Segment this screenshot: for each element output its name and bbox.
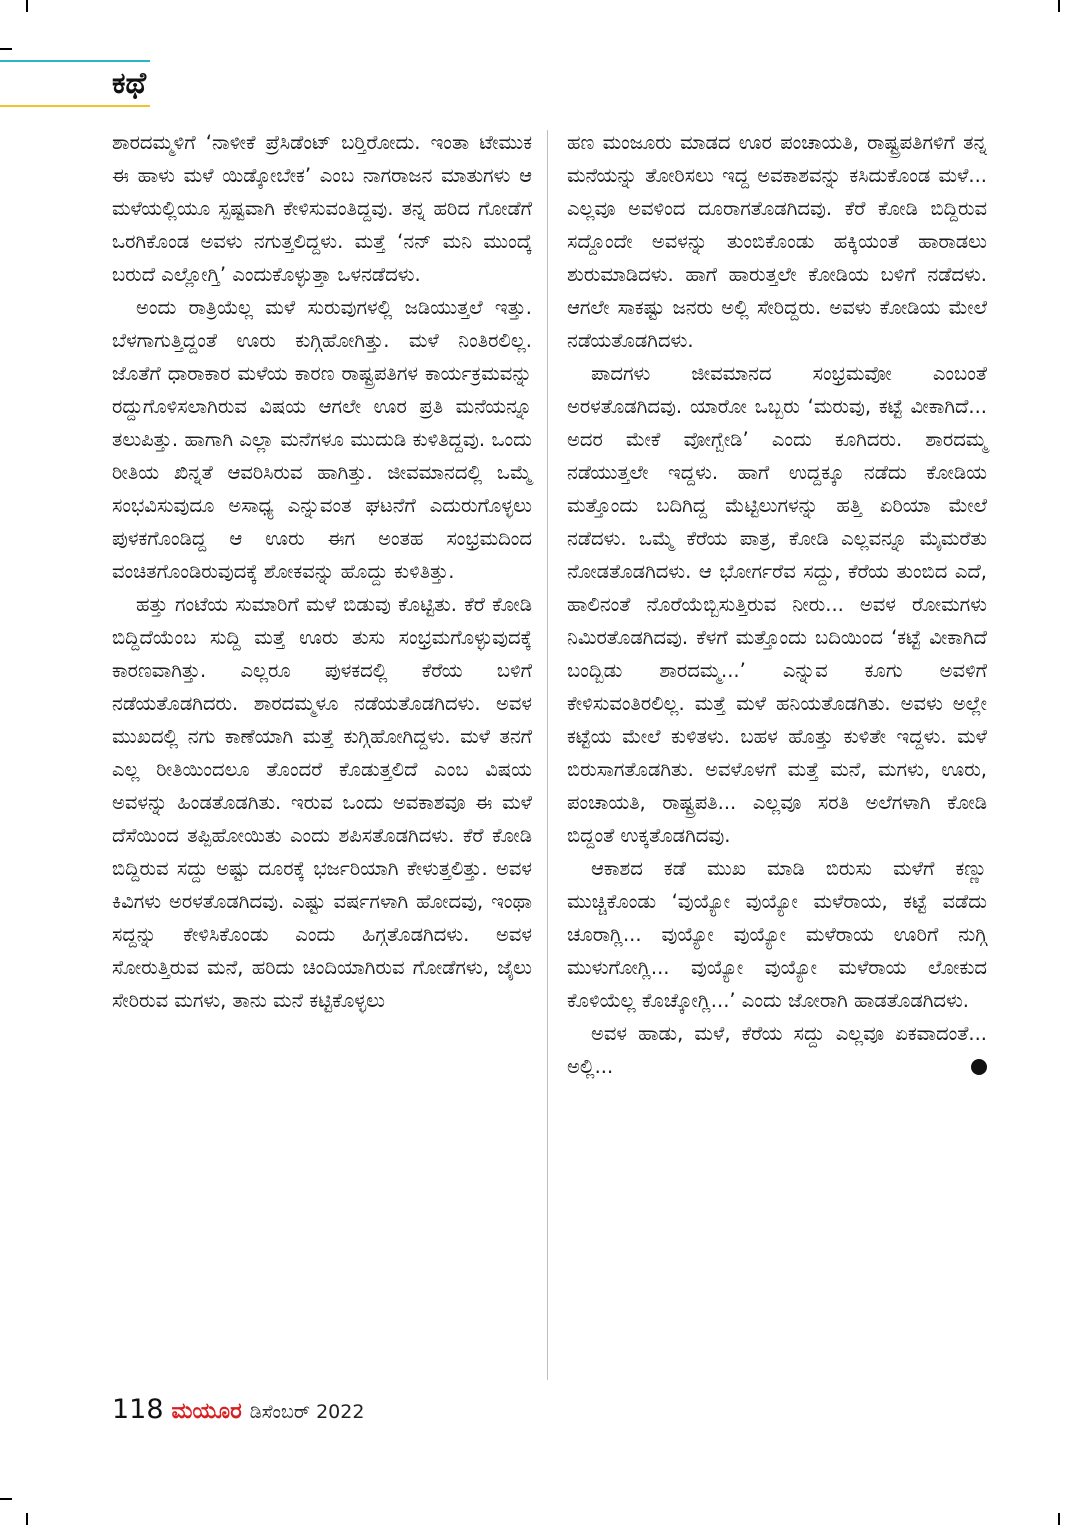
crop-mark: [1058, 0, 1060, 12]
crop-mark: [0, 1498, 12, 1500]
magazine-name: ಮಯೂರ: [171, 1399, 242, 1424]
crop-mark: [1058, 1513, 1060, 1525]
article-column-right: [567, 126, 987, 1083]
page-footer: [112, 1394, 364, 1425]
section-rule-bottom: [0, 105, 150, 107]
issue-date: ಡಿಸೆಂಬರ್ 2022: [249, 1401, 365, 1423]
article-column-left: [112, 126, 532, 1017]
crop-mark: [0, 48, 12, 50]
section-title: ಕಥೆ: [112, 66, 147, 101]
paragraph: ಶಾರದಮ್ಮಳಿಗೆ ‘ನಾಳೀಕೆ ಪ್ರೆಸಿಡೆಂಟ್ ಬರ‍್ತಿರೋದು. ಇಂತಾ ಟೇಮುಕ ಈ ಹಾಳು ಮಳೆ ಯಿಡ್ಕೋಬೇಕ’ ಎಂಬ ನಾಗರಾಜನ ಮಾತುಗಳು ಆ ಮಳೆಯಲ್ಲಿಯೂ ಸ್ಪಷ್ಟವಾಗಿ ಕೇಳಿಸುವಂತಿದ್ದವು. ತನ್ನ ಹರಿದ ಗೋಡೆಗೆ ಒರಗಿಕೊಂಡ ಅವಳು ನಗುತ್ತಲಿದ್ದಳು. ಮತ್ತೆ ‘ನನ್ ಮನಿ ಮುಂದ್ಕೆ ಬರುದೆ ಎಲ್ಲೋಗ್ತಿ’ ಎಂದುಕೊಳ್ಳುತ್ತಾ ಒಳನಡೆದಳು.: [112, 131, 532, 286]
crop-mark: [26, 0, 28, 12]
page-number: 118: [112, 1394, 164, 1425]
end-mark-icon: [971, 1059, 987, 1075]
paragraph: ಹತ್ತು ಗಂಟೆಯ ಸುಮಾರಿಗೆ ಮಳೆ ಬಿಡುವು ಕೊಟ್ಟಿತು. ಕೆರೆ ಕೋಡಿ ಬಿದ್ದಿದೆಯೆಂಬ ಸುದ್ದಿ ಮತ್ತೆ ಊರು ತುಸು ಸಂಭ್ರಮಗೊಳ್ಳುವುದಕ್ಕೆ ಕಾರಣವಾಗಿತ್ತು. ಎಲ್ಲರೂ ಪುಳಕದಲ್ಲಿ ಕೆರೆಯ ಬಳಿಗೆ ನಡೆಯತೊಡಗಿದರು. ಶಾರದಮ್ಮಳೂ ನಡೆಯತೊಡಗಿದಳು. ಅವಳ ಮುಖದಲ್ಲಿ ನಗು ಕಾಣೆಯಾಗಿ ಮತ್ತೆ ಕುಗ್ಗಿಹೋಗಿದ್ದಳು. ಮಳೆ ತನಗೆ ಎಲ್ಲ ರೀತಿಯಿಂದಲೂ ತೊಂದರೆ ಕೊಡುತ್ತಲಿದೆ ಎಂಬ ವಿಷಯ ಅವಳನ್ನು ಹಿಂಡತೊಡಗಿತು. ಇರುವ ಒಂದು ಅವಕಾಶವೂ ಈ ಮಳೆ ದೆಸೆಯಿಂದ ತಪ್ಪಿಹೋಯಿತು ಎಂದು ಶಪಿಸತೊಡಗಿದಳು. ಕೆರೆ ಕೋಡಿ ಬಿದ್ದಿರುವ ಸದ್ದು ಅಷ್ಟು ದೂರಕ್ಕೆ ಭರ್ಜರಿಯಾಗಿ ಕೇಳುತ್ತಲಿತ್ತು. ಅವಳ ಕಿವಿಗಳು ಅರಳತೊಡಗಿದವು. ಎಷ್ಟು ವರ್ಷಗಳಾಗಿ ಹೋದವು, ಇಂಥಾ ಸದ್ದನ್ನು ಕೇಳಿಸಿಕೊಂಡು ಎಂದು ಹಿಗ್ಗತೊಡಗಿದಳು. ಅವಳ ಸೋರುತ್ತಿರುವ ಮನೆ, ಹರಿದು ಚಿಂದಿಯಾಗಿರುವ ಗೋಡೆಗಳು, ಜೈಲು ಸೇರಿರುವ ಮಗಳು, ತಾನು ಮನೆ ಕಟ್ಟಿಕೊಳ್ಳಲು: [112, 593, 532, 1012]
section-rule-top: [0, 60, 150, 62]
crop-mark: [26, 1513, 28, 1525]
paragraph: ಪಾದಗಳು ಜೀವಮಾನದ ಸಂಭ್ರಮವೋ ಎಂಬಂತೆ ಅರಳತೊಡಗಿದವು. ಯಾರೋ ಒಬ್ಬರು ‘ಮರುವು, ಕಟ್ಟೆ ವೀಕಾಗಿದೆ... ಅದರ ಮೇಕೆ ವೋಗ್ಬೇಡಿ’ ಎಂದು ಕೂಗಿದರು. ಶಾರದಮ್ಮ ನಡೆಯುತ್ತಲೇ ಇದ್ದಳು. ಹಾಗೆ ಉದ್ದಕ್ಕೂ ನಡೆದು ಕೋಡಿಯ ಮತ್ತೊಂದು ಬದಿಗಿದ್ದ ಮೆಟ್ಟಿಲುಗಳನ್ನು ಹತ್ತಿ ಏರಿಯಾ ಮೇಲೆ ನಡೆದಳು. ಒಮ್ಮೆ ಕೆರೆಯ ಪಾತ್ರ, ಕೋಡಿ ಎಲ್ಲವನ್ನೂ ಮೈಮರೆತು ನೋಡತೊಡಗಿದಳು. ಆ ಭೋರ್ಗರೆವ ಸದ್ದು, ಕೆರೆಯ ತುಂಬಿದ ಎದೆ, ಹಾಲಿನಂತೆ ನೊರೆಯೆಬ್ಬಿಸುತ್ತಿರುವ ನೀರು... ಅವಳ ರೋಮಗಳು ನಿಮಿರತೊಡಗಿದವು. ಕೆಳಗೆ ಮತ್ತೊಂದು ಬದಿಯಿಂದ ‘ಕಟ್ಟೆ ವೀಕಾಗಿದೆ ಬಂದ್ಬಿಡು ಶಾರದಮ್ಮ...’ ಎನ್ನುವ ಕೂಗು ಅವಳಿಗೆ ಕೇಳಿಸುವಂತಿರಲಿಲ್ಲ. ಮತ್ತೆ ಮಳೆ ಹನಿಯತೊಡಗಿತು. ಅವಳು ಅಲ್ಲೇ ಕಟ್ಟೆಯ ಮೇಲೆ ಕುಳಿತಳು. ಬಹಳ ಹೊತ್ತು ಕುಳಿತೇ ಇದ್ದಳು. ಮಳೆ ಬಿರುಸಾಗತೊಡಗಿತು. ಅವಳೊಳಗೆ ಮತ್ತೆ ಮನೆ, ಮಗಳು, ಊರು, ಪಂಚಾಯತಿ, ರಾಷ್ಟ್ರಪತಿ... ಎಲ್ಲವೂ ಸರತಿ ಅಲೆಗಳಾಗಿ ಕೋಡಿ ಬಿದ್ದಂತೆ ಉಕ್ಕತೊಡಗಿದವು.: [567, 362, 987, 847]
column-divider: [547, 130, 548, 1380]
paragraph-final: [567, 1017, 987, 1083]
paragraph: ಆಕಾಶದ ಕಡೆ ಮುಖ ಮಾಡಿ ಬಿರುಸು ಮಳೆಗೆ ಕಣ್ಣು ಮುಚ್ಚಿಕೊಂಡು ‘ವುಯ್ಯೋ ವುಯ್ಯೋ ಮಳೆರಾಯ, ಕಟ್ಟೆ ವಡೆದು ಚೂರಾಗ್ಲಿ... ವುಯ್ಯೋ ವುಯ್ಯೋ ಮಳೆರಾಯ ಊರಿಗೆ ನುಗ್ಗಿ ಮುಳುಗೋಗ್ಲಿ... ವುಯ್ಯೋ ವುಯ್ಯೋ ಮಳೆರಾಯ ಲೋಕುದ ಕೊಳಿಯೆಲ್ಲ ಕೊಚ್ಕೋಗ್ಲಿ...’ ಎಂದು ಜೋರಾಗಿ ಹಾಡತೊಡಗಿದಳು.: [567, 857, 987, 1012]
paragraph-text: ಅವಳ ಹಾಡು, ಮಳೆ, ಕೆರೆಯ ಸದ್ದು ಎಲ್ಲವೂ ಏಕವಾದಂತೆ... ಅಲ್ಲಿ...: [567, 1022, 987, 1078]
paragraph: ಹಣ ಮಂಜೂರು ಮಾಡದ ಊರ ಪಂಚಾಯತಿ, ರಾಷ್ಟ್ರಪತಿಗಳಿಗೆ ತನ್ನ ಮನೆಯನ್ನು ತೋರಿಸಲು ಇದ್ದ ಅವಕಾಶವನ್ನು ಕಸಿದುಕೊಂಡ ಮಳೆ... ಎಲ್ಲವೂ ಅವಳಿಂದ ದೂರಾಗತೊಡಗಿದವು. ಕೆರೆ ಕೋಡಿ ಬಿದ್ದಿರುವ ಸದ್ದೊಂದೇ ಅವಳನ್ನು ತುಂಬಿಕೊಂಡು ಹಕ್ಕಿಯಂತೆ ಹಾರಾಡಲು ಶುರುಮಾಡಿದಳು. ಹಾಗೆ ಹಾರುತ್ತಲೇ ಕೋಡಿಯ ಬಳಿಗೆ ನಡೆದಳು. ಆಗಲೇ ಸಾಕಷ್ಟು ಜನರು ಅಲ್ಲಿ ಸೇರಿದ್ದರು. ಅವಳು ಕೋಡಿಯ ಮೇಲೆ ನಡೆಯತೊಡಗಿದಳು.: [567, 131, 987, 352]
paragraph: ಅಂದು ರಾತ್ರಿಯೆಲ್ಲ ಮಳೆ ಸುರುವುಗಳಲ್ಲಿ ಜಡಿಯುತ್ತಲೆ ಇತ್ತು. ಬೆಳಗಾಗುತ್ತಿದ್ದಂತೆ ಊರು ಕುಗ್ಗಿಹೋಗಿತ್ತು. ಮಳೆ ನಿಂತಿರಲಿಲ್ಲ. ಜೊತೆಗೆ ಧಾರಾಕಾರ ಮಳೆಯ ಕಾರಣ ರಾಷ್ಟ್ರಪತಿಗಳ ಕಾರ್ಯಕ್ರಮವನ್ನು ರದ್ದುಗೊಳಿಸಲಾಗಿರುವ ವಿಷಯ ಆಗಲೇ ಊರ ಪ್ರತಿ ಮನೆಯನ್ನೂ ತಲುಪಿತ್ತು. ಹಾಗಾಗಿ ಎಲ್ಲಾ ಮನೆಗಳೂ ಮುದುಡಿ ಕುಳಿತಿದ್ದವು. ಒಂದು ರೀತಿಯ ಖಿನ್ನತೆ ಆವರಿಸಿರುವ ಹಾಗಿತ್ತು. ಜೀವಮಾನದಲ್ಲಿ ಒಮ್ಮೆ ಸಂಭವಿಸುವುದೂ ಅಸಾಧ್ಯ ಎನ್ನುವಂತ ಘಟನೆಗೆ ಎದುರುಗೊಳ್ಳಲು ಪುಳಕಗೊಂಡಿದ್ದ ಆ ಊರು ಈಗ ಅಂತಹ ಸಂಭ್ರಮದಿಂದ ವಂಚಿತಗೊಂಡಿರುವುದಕ್ಕೆ ಶೋಕವನ್ನು ಹೊದ್ದು ಕುಳಿತಿತ್ತು.: [112, 296, 532, 583]
